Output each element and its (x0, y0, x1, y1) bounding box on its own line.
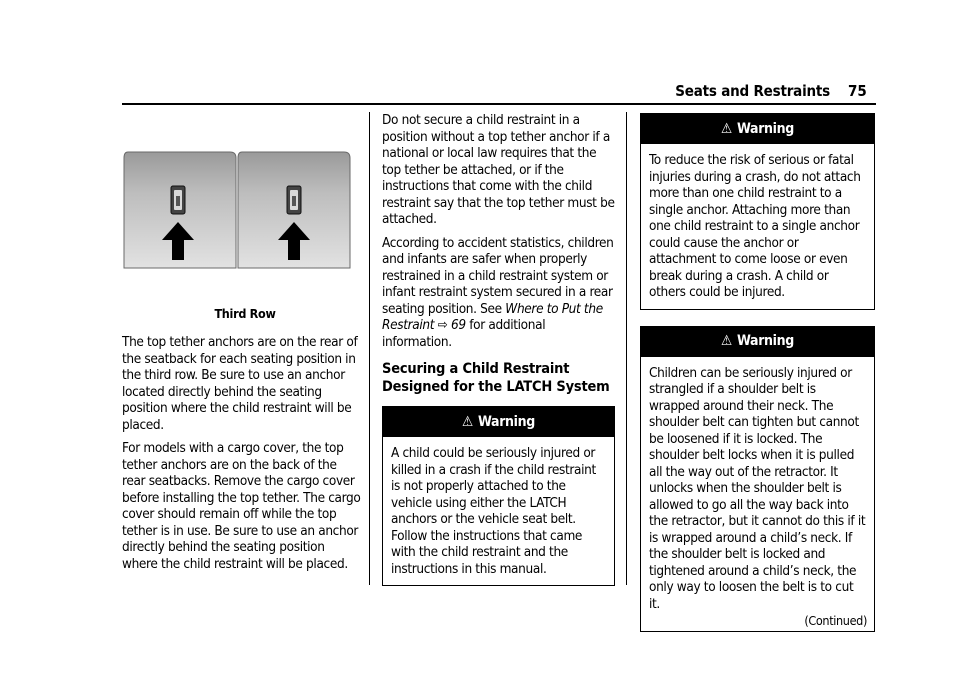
column-divider-2 (626, 112, 627, 585)
left-anchor-icon (171, 186, 185, 214)
section-title: Seats and Restraints (675, 82, 830, 100)
column-2 (382, 112, 616, 586)
continued-label: (Continued) (804, 613, 867, 628)
warning-box-2 (640, 113, 875, 310)
page-reference-icon: ⇨ (437, 317, 448, 333)
warning-icon: ⚠ (721, 120, 732, 137)
paragraph: The top tether anchors are on the rear of the seatback for each seating position in the third row. Be sure to use an anchor located directly behind the seating position where the child restraint will be placed. (122, 334, 358, 433)
warning-header: ⚠ Warning (641, 114, 874, 144)
warning-header: ⚠ Warning (383, 407, 614, 437)
warning-text: Children can be seriously injured or strangled if a shoulder belt is wrapped around their neck. The shoulder belt can tighten but cannot be loosened if it is locked. The shoulder belt locks when it is pulled all the way out of the retractor. It unlocks when the shoulder belt is allowed to go all the way back into the retractor, but it cannot do this if it is wrapped around a child’s neck. If the shoulder belt is locked and tightened around a child’s neck, the only way to loosen the belt is to cut it. (Continued) (649, 364, 867, 628)
paragraph: For models with a cargo cover, the top tether anchors are on the back of the rear seatbacks. Remove the cargo cover before installing the top tether. The cargo cover should remain off while the top tether is in use. Be sure to use an anchor directly behind the seating position where the child restraint will be placed. (122, 440, 361, 572)
figure-caption: Third Row (214, 306, 276, 321)
paragraph: Do not secure a child restraint in a position without a top tether anchor if a national or local law requires that the top tether be attached, or if the instructions that come with the child restraint say that the top tether must be attached. (382, 112, 615, 227)
warning-text: A child could be seriously injured or killed in a crash if the child restraint is not properly attached to the vehicle using either the LATCH anchors or the vehicle seat belt. Follow the instructions that came with the child restraint and the instructions in this manual. (391, 445, 596, 577)
column-3 (640, 113, 875, 632)
third-row-tether-anchor-illustration (122, 148, 352, 270)
right-anchor-icon (287, 186, 301, 214)
warning-icon: ⚠ (721, 333, 732, 350)
page-number: 75 (848, 82, 867, 100)
paragraph: According to accident statistics, children and infants are safer when properly restrained in a child restraint system or infant restraint system secured in a rear seating position. See Where to Put the Restraint ⇨ 69 for additional information. (382, 234, 614, 350)
warning-box-1 (382, 406, 615, 586)
column-divider-1 (369, 112, 370, 585)
header-rule (122, 103, 876, 105)
warning-box-3 (640, 326, 875, 633)
column-1 (122, 334, 362, 579)
cross-reference-link[interactable]: Where to Put the Restraint (382, 300, 603, 333)
cross-reference-page[interactable]: 69 (450, 317, 466, 333)
warning-icon: ⚠ (462, 413, 473, 430)
section-subheading: Securing a Child Restraint Designed for the LATCH System (382, 361, 610, 395)
warning-header: ⚠ Warning (641, 327, 874, 357)
warning-text: To reduce the risk of serious or fatal injuries during a crash, do not attach more than one child restraint to a single anchor. Attaching more than one child restraint to a single anchor could cause the anchor or attachment to come loose or even break during a crash. A child or others could be injured. (649, 152, 861, 300)
